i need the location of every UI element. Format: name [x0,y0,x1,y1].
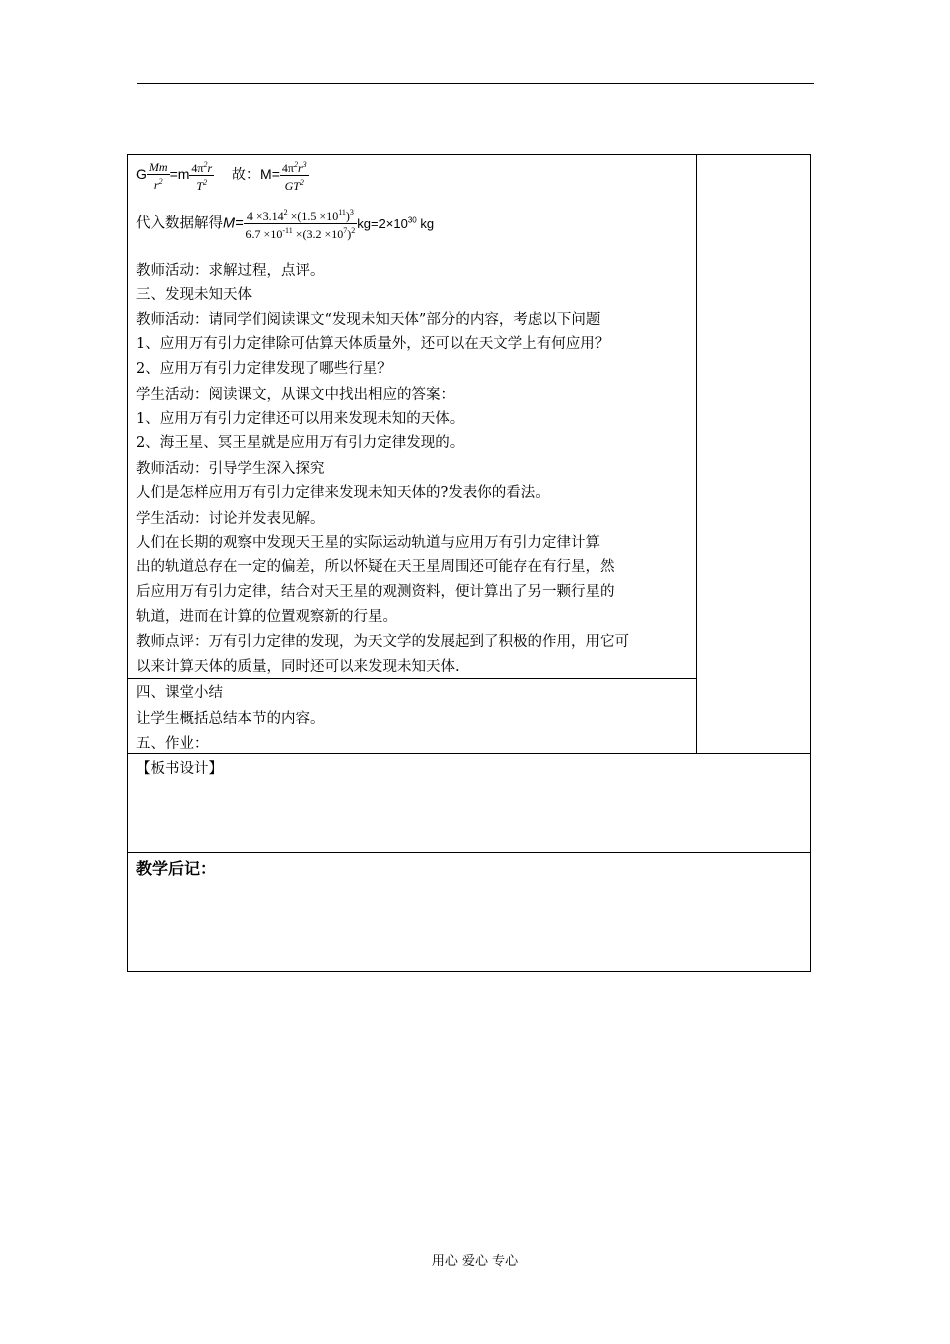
fraction-numerator: Mm [148,159,168,174]
text-line: 教师活动：请同学们阅读课文“发现未知天体”部分的内容，考虑以下问题 [136,312,601,328]
fraction-4pi2r-t2 [189,158,214,193]
text-line: 1、应用万有引力定律还可以用来发现未知的天体。 [136,411,465,427]
row-divider-postscript [127,852,811,853]
fraction-numerator: $4\pi^2r$ [191,160,213,175]
text-line: 2、应用万有引力定律发现了哪些行星？ [136,361,392,377]
text-line: 2、海王星、冥王星就是应用万有引力定律发现的。 [136,435,465,451]
section-heading-homework: 五、作业： [136,736,209,752]
fraction-mm-r2 [147,160,170,192]
gravitation-formula [136,158,309,193]
formula-m-eq: M= [223,215,244,232]
fraction-denominator: $GT^2$ [284,178,304,193]
substitution-formula [136,206,434,241]
formula-gu: 故： [232,167,261,184]
text-line: 1、应用万有引力定律除可估算天体质量外，还可以在天文学上有何应用？ [136,336,610,352]
fraction-denominator: $r^2$ [153,176,163,192]
text-line: 让学生概括总结本节的内容。 [136,711,325,727]
fraction-denominator: $6.7 \times 10^{-11} \times(3.2 \times 10^7)^2$ [245,226,356,241]
fraction-4pi2r3-gt2 [280,158,309,193]
board-design-heading: 【板书设计】 [136,761,223,777]
page-footer: 用心 爱心 专心 [431,1254,519,1269]
formula-result: $kg=2\times 10^{30}$ kg [357,215,435,231]
fraction-numerator: $4 \times 3.14^2 \times(1.5 \times 10^{11})^3$ [244,206,358,224]
text-line: 后应用万有引力定律，结合对天王星的观测资料，便计算出了另一颗行星的 [136,584,615,600]
text-line: 以来计算天体的质量，同时还可以来发现未知天体. [136,659,460,675]
text-line: 学生活动：阅读课文，从课文中找出相应的答案： [136,387,455,403]
section-heading-summary: 四、课堂小结 [136,685,223,701]
text-line: 教师点评：万有引力定律的发现，为天文学的发展起到了积极的作用，用它可 [136,634,629,650]
row-divider-summary [127,678,697,679]
text-line: 学生活动：讨论并发表见解。 [136,511,325,527]
text-line: 教师活动：引导学生深入探究 [136,461,325,477]
text-line: 出的轨道总存在一定的偏差，所以怀疑在天王星周围还可能存在有行星，然 [136,559,615,575]
formula-g: G [136,166,147,183]
formula-eq-m: =m [169,166,190,183]
text-line: 人们在长期的观察中发现天王星的实际运动轨道与应用万有引力定律计算 [136,535,600,551]
formula-m-eq: M= [260,166,280,183]
postscript-heading: 教学后记： [136,859,217,878]
header-rule [137,83,814,84]
section-heading-discover: 三、发现未知天体 [136,287,252,303]
row-divider-board [127,753,811,754]
text-line: 教师活动：求解过程，点评。 [136,263,325,279]
fraction-numerator: $4\pi^2r^3$ [281,160,307,175]
notes-column-divider [696,154,697,754]
fraction-substitution [244,206,358,241]
text-line: 人们是怎样应用万有引力定律来发现未知天体的?发表你的看法。 [136,485,550,501]
formula-prefix: 代入数据解得 [136,215,223,232]
text-line: 轨道，进而在计算的位置观察新的行星。 [136,609,397,625]
fraction-denominator: $T^2$ [196,178,208,193]
